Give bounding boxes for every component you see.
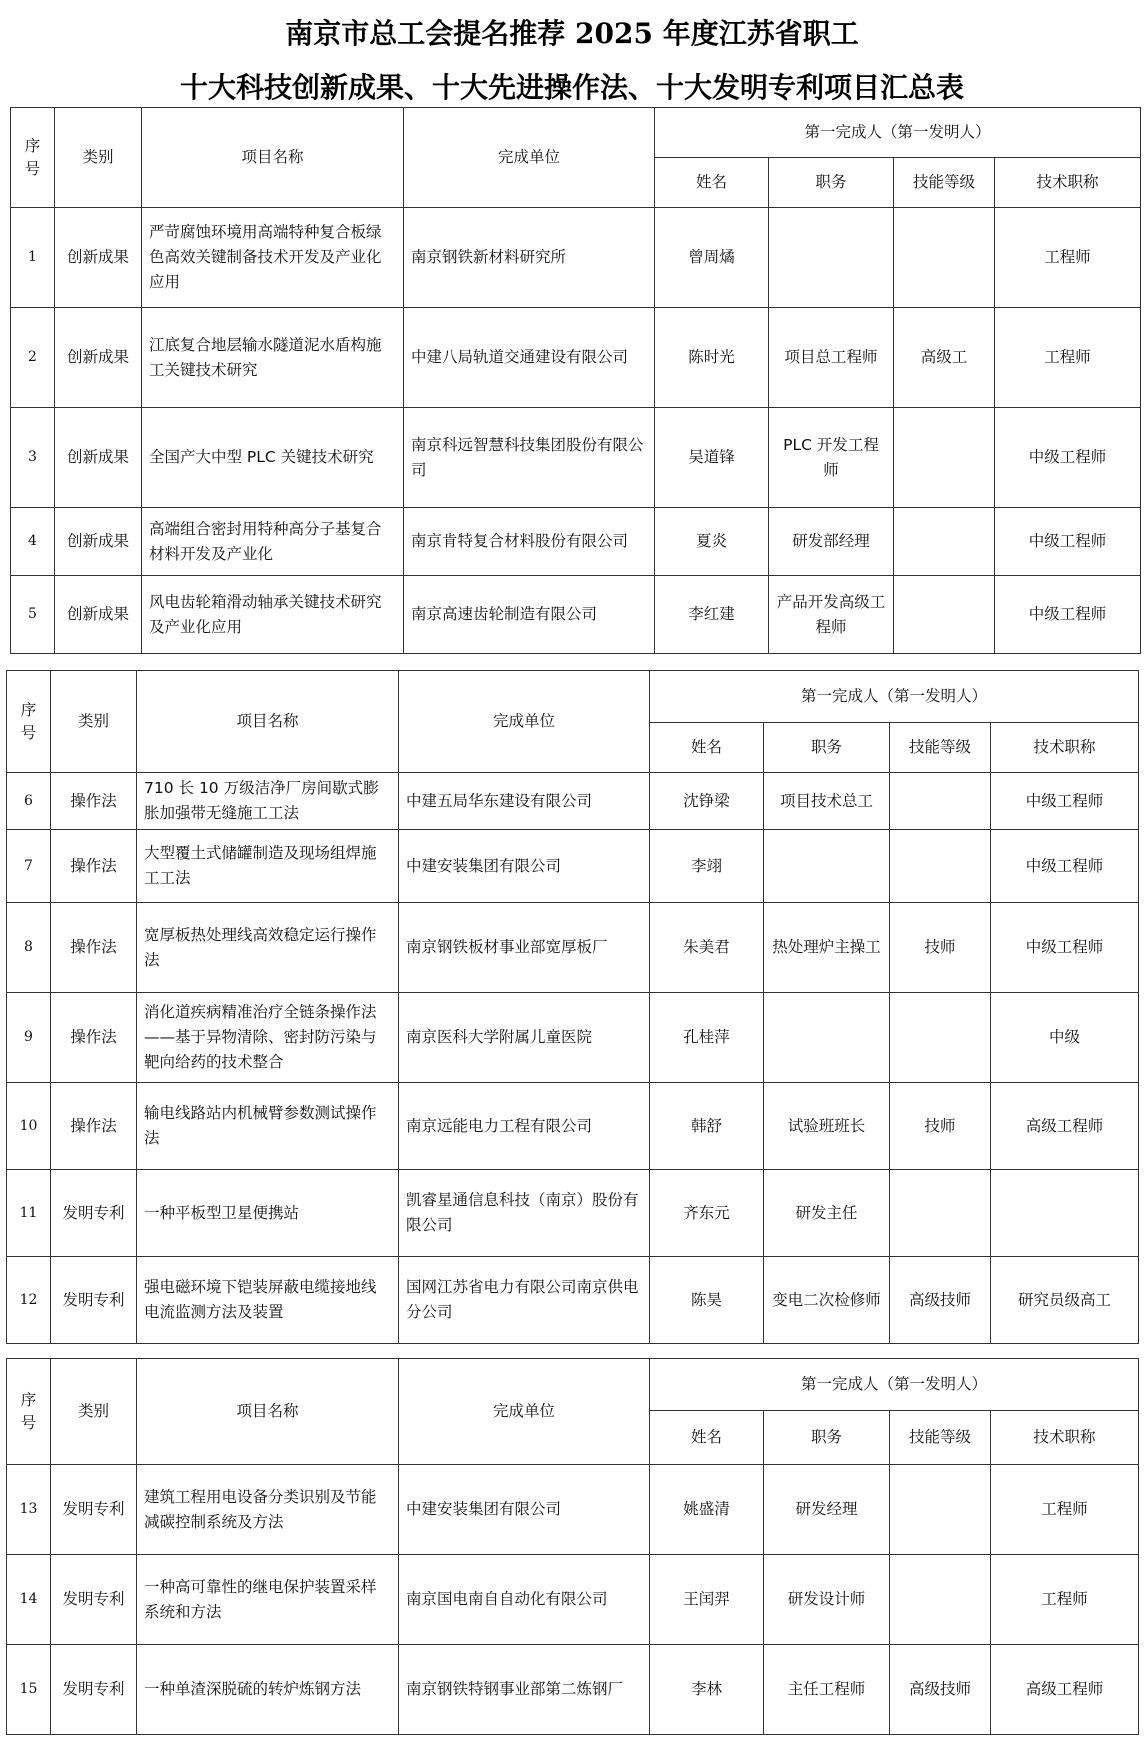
row-position: 研发部经理: [769, 508, 894, 576]
header-row-main: [11, 108, 1141, 158]
row-position: 产品开发高级工程师: [769, 576, 894, 654]
row-tech-title: 中级工程师: [995, 576, 1141, 654]
row-position: 研发设计师: [764, 1555, 890, 1645]
row-category: 操作法: [51, 1083, 137, 1170]
name-header: 姓名: [650, 723, 764, 773]
unit-header: 完成单位: [399, 1359, 650, 1465]
seq-header: 序号: [7, 671, 51, 773]
row-project-name: 江底复合地层输水隧道泥水盾构施工关键技术研究: [142, 308, 404, 408]
row-project-name: 建筑工程用电设备分类识别及节能减碳控制系统及方法: [137, 1465, 399, 1555]
row-project-name: 一种平板型卫星便携站: [137, 1170, 399, 1257]
row-skill-level: [894, 208, 995, 308]
row-skill-level: 技师: [890, 903, 991, 993]
row-name: 孔桂萍: [650, 993, 764, 1083]
row-name: 韩舒: [650, 1083, 764, 1170]
row-skill-level: 高级工: [894, 308, 995, 408]
tech-title-header: 技术职称: [991, 723, 1139, 773]
row-tech-title: 研究员级高工: [991, 1257, 1139, 1344]
row-position: 项目总工程师: [769, 308, 894, 408]
document-title-line-2: 十大科技创新成果、十大先进操作法、十大发明专利项目汇总表: [179, 71, 964, 104]
tech-title-header: 技术职称: [995, 158, 1141, 208]
row-category: 操作法: [51, 773, 137, 830]
category-header: 类别: [55, 108, 142, 208]
table-row: [7, 993, 1139, 1083]
row-unit: 中建安装集团有限公司: [399, 1465, 650, 1555]
table-row: [11, 576, 1141, 654]
row-name: 曾周燏: [655, 208, 769, 308]
row-project-name: 严苛腐蚀环境用高端特种复合板绿色高效关键制备技术开发及产业化应用: [142, 208, 404, 308]
row-unit: 南京钢铁特钢事业部第二炼钢厂: [399, 1645, 650, 1735]
row-seq: 13: [7, 1465, 51, 1555]
row-position: [769, 208, 894, 308]
row-skill-level: [894, 408, 995, 508]
row-seq: 7: [7, 830, 51, 903]
row-name: 姚盛清: [650, 1465, 764, 1555]
row-name: 李林: [650, 1645, 764, 1735]
row-category: 发明专利: [51, 1645, 137, 1735]
row-unit: 中建五局华东建设有限公司: [399, 773, 650, 830]
row-seq: 6: [7, 773, 51, 830]
seq-header: 序号: [7, 1359, 51, 1465]
row-category: 创新成果: [55, 208, 142, 308]
table-row: [7, 1257, 1139, 1344]
row-name: 王闰羿: [650, 1555, 764, 1645]
row-unit: 南京肯特复合材料股份有限公司: [404, 508, 655, 576]
row-tech-title: 中级工程师: [991, 773, 1139, 830]
row-project-name: 强电磁环境下铠装屏蔽电缆接地线电流监测方法及装置: [137, 1257, 399, 1344]
table-row: [11, 408, 1141, 508]
row-tech-title: 工程师: [991, 1465, 1139, 1555]
position-header: 职务: [764, 723, 890, 773]
row-seq: 10: [7, 1083, 51, 1170]
row-skill-level: [894, 508, 995, 576]
skill-level-header: 技能等级: [894, 158, 995, 208]
table-block-patent: [6, 1358, 1139, 1735]
row-tech-title: 工程师: [995, 208, 1141, 308]
first-person-header: 第一完成人（第一发明人）: [655, 108, 1141, 158]
row-unit: 凯睿星通信息科技（南京）股份有限公司: [399, 1170, 650, 1257]
row-tech-title: 中级工程师: [991, 903, 1139, 993]
row-category: 操作法: [51, 993, 137, 1083]
header-row-main: [7, 1359, 1139, 1411]
document-title-line-1: 南京市总工会提名推荐 2025 年度江苏省职工: [285, 17, 859, 50]
row-position: 变电二次检修师: [764, 1257, 890, 1344]
table-block-innovation: [10, 107, 1141, 654]
row-unit: 南京医科大学附属儿童医院: [399, 993, 650, 1083]
table-block-operation: [6, 670, 1139, 1344]
row-unit: 南京国电南自自动化有限公司: [399, 1555, 650, 1645]
row-unit: 南京科远智慧科技集团股份有限公司: [404, 408, 655, 508]
row-category: 发明专利: [51, 1170, 137, 1257]
row-unit: 中建安装集团有限公司: [399, 830, 650, 903]
row-position: PLC 开发工程师: [769, 408, 894, 508]
position-header: 职务: [769, 158, 894, 208]
row-unit: 南京钢铁新材料研究所: [404, 208, 655, 308]
row-seq: 11: [7, 1170, 51, 1257]
row-project-name: 710 长 10 万级洁净厂房间歇式膨胀加强带无缝施工工法: [137, 773, 399, 830]
row-project-name: 高端组合密封用特种高分子基复合材料开发及产业化: [142, 508, 404, 576]
row-skill-level: 技师: [890, 1083, 991, 1170]
row-name: 朱美君: [650, 903, 764, 993]
row-project-name: 宽厚板热处理线高效稳定运行操作法: [137, 903, 399, 993]
row-tech-title: 中级工程师: [995, 508, 1141, 576]
row-position: 研发经理: [764, 1465, 890, 1555]
row-seq: 15: [7, 1645, 51, 1735]
row-position: 研发主任: [764, 1170, 890, 1257]
tech-title-header: 技术职称: [991, 1411, 1139, 1465]
row-tech-title: 高级工程师: [991, 1645, 1139, 1735]
table-row: [11, 208, 1141, 308]
row-name: 齐东元: [650, 1170, 764, 1257]
row-category: 发明专利: [51, 1555, 137, 1645]
table-row: [7, 1645, 1139, 1735]
row-tech-title: 中级: [991, 993, 1139, 1083]
skill-level-header: 技能等级: [890, 1411, 991, 1465]
row-seq: 8: [7, 903, 51, 993]
row-unit: 中建八局轨道交通建设有限公司: [404, 308, 655, 408]
row-category: 发明专利: [51, 1465, 137, 1555]
table-row: [11, 308, 1141, 408]
table-row: [7, 773, 1139, 830]
project-name-header: 项目名称: [137, 1359, 399, 1465]
row-seq: 2: [11, 308, 55, 408]
table-row: [7, 1555, 1139, 1645]
row-tech-title: 中级工程师: [995, 408, 1141, 508]
project-name-header: 项目名称: [137, 671, 399, 773]
row-project-name: 一种单渣深脱硫的转炉炼钢方法: [137, 1645, 399, 1735]
project-name-header: 项目名称: [142, 108, 404, 208]
row-position: 试验班班长: [764, 1083, 890, 1170]
row-category: 创新成果: [55, 508, 142, 576]
table-row: [7, 903, 1139, 993]
table-row: [7, 1465, 1139, 1555]
row-unit: 南京远能电力工程有限公司: [399, 1083, 650, 1170]
seq-header: 序号: [11, 108, 55, 208]
category-header: 类别: [51, 671, 137, 773]
first-person-header: 第一完成人（第一发明人）: [650, 1359, 1139, 1411]
row-skill-level: [890, 1555, 991, 1645]
row-seq: 9: [7, 993, 51, 1083]
row-name: 陈时光: [655, 308, 769, 408]
row-category: 发明专利: [51, 1257, 137, 1344]
row-project-name: 大型覆土式储罐制造及现场组焊施工工法: [137, 830, 399, 903]
row-project-name: 全国产大中型 PLC 关键技术研究: [142, 408, 404, 508]
row-unit: 南京高速齿轮制造有限公司: [404, 576, 655, 654]
first-person-header: 第一完成人（第一发明人）: [650, 671, 1139, 723]
name-header: 姓名: [650, 1411, 764, 1465]
row-name: 沈铮梁: [650, 773, 764, 830]
row-project-name: 一种高可靠性的继电保护装置采样系统和方法: [137, 1555, 399, 1645]
row-unit: 南京钢铁板材事业部宽厚板厂: [399, 903, 650, 993]
row-name: 李红建: [655, 576, 769, 654]
row-unit: 国网江苏省电力有限公司南京供电分公司: [399, 1257, 650, 1344]
row-position: 主任工程师: [764, 1645, 890, 1735]
unit-header: 完成单位: [404, 108, 655, 208]
table-row: [7, 1170, 1139, 1257]
row-skill-level: [894, 576, 995, 654]
name-header: 姓名: [655, 158, 769, 208]
row-tech-title: 高级工程师: [991, 1083, 1139, 1170]
row-tech-title: 工程师: [991, 1555, 1139, 1645]
row-skill-level: [890, 993, 991, 1083]
row-project-name: 风电齿轮箱滑动轴承关键技术研究及产业化应用: [142, 576, 404, 654]
row-skill-level: [890, 1170, 991, 1257]
row-seq: 12: [7, 1257, 51, 1344]
row-position: [764, 830, 890, 903]
row-name: 陈昊: [650, 1257, 764, 1344]
row-category: 创新成果: [55, 308, 142, 408]
row-seq: 4: [11, 508, 55, 576]
table-row: [7, 830, 1139, 903]
row-seq: 14: [7, 1555, 51, 1645]
row-tech-title: 中级工程师: [991, 830, 1139, 903]
row-project-name: 输电线路站内机械臂参数测试操作法: [137, 1083, 399, 1170]
unit-header: 完成单位: [399, 671, 650, 773]
row-category: 创新成果: [55, 576, 142, 654]
row-name: 吴道锋: [655, 408, 769, 508]
row-skill-level: [890, 830, 991, 903]
position-header: 职务: [764, 1411, 890, 1465]
row-category: 创新成果: [55, 408, 142, 508]
row-skill-level: [890, 1465, 991, 1555]
skill-level-header: 技能等级: [890, 723, 991, 773]
category-header: 类别: [51, 1359, 137, 1465]
row-category: 操作法: [51, 830, 137, 903]
row-seq: 5: [11, 576, 55, 654]
row-tech-title: [991, 1170, 1139, 1257]
row-position: [764, 993, 890, 1083]
table-row: [7, 1083, 1139, 1170]
row-category: 操作法: [51, 903, 137, 993]
row-skill-level: [890, 773, 991, 830]
row-project-name: 消化道疾病精准治疗全链条操作法——基于异物清除、密封防污染与靶向给药的技术整合: [137, 993, 399, 1083]
table-row: [11, 508, 1141, 576]
row-skill-level: 高级技师: [890, 1645, 991, 1735]
row-position: 项目技术总工: [764, 773, 890, 830]
row-seq: 3: [11, 408, 55, 508]
row-skill-level: 高级技师: [890, 1257, 991, 1344]
row-name: 李翊: [650, 830, 764, 903]
row-name: 夏炎: [655, 508, 769, 576]
row-tech-title: 工程师: [995, 308, 1141, 408]
header-row-main: [7, 671, 1139, 723]
row-seq: 1: [11, 208, 55, 308]
row-position: 热处理炉主操工: [764, 903, 890, 993]
